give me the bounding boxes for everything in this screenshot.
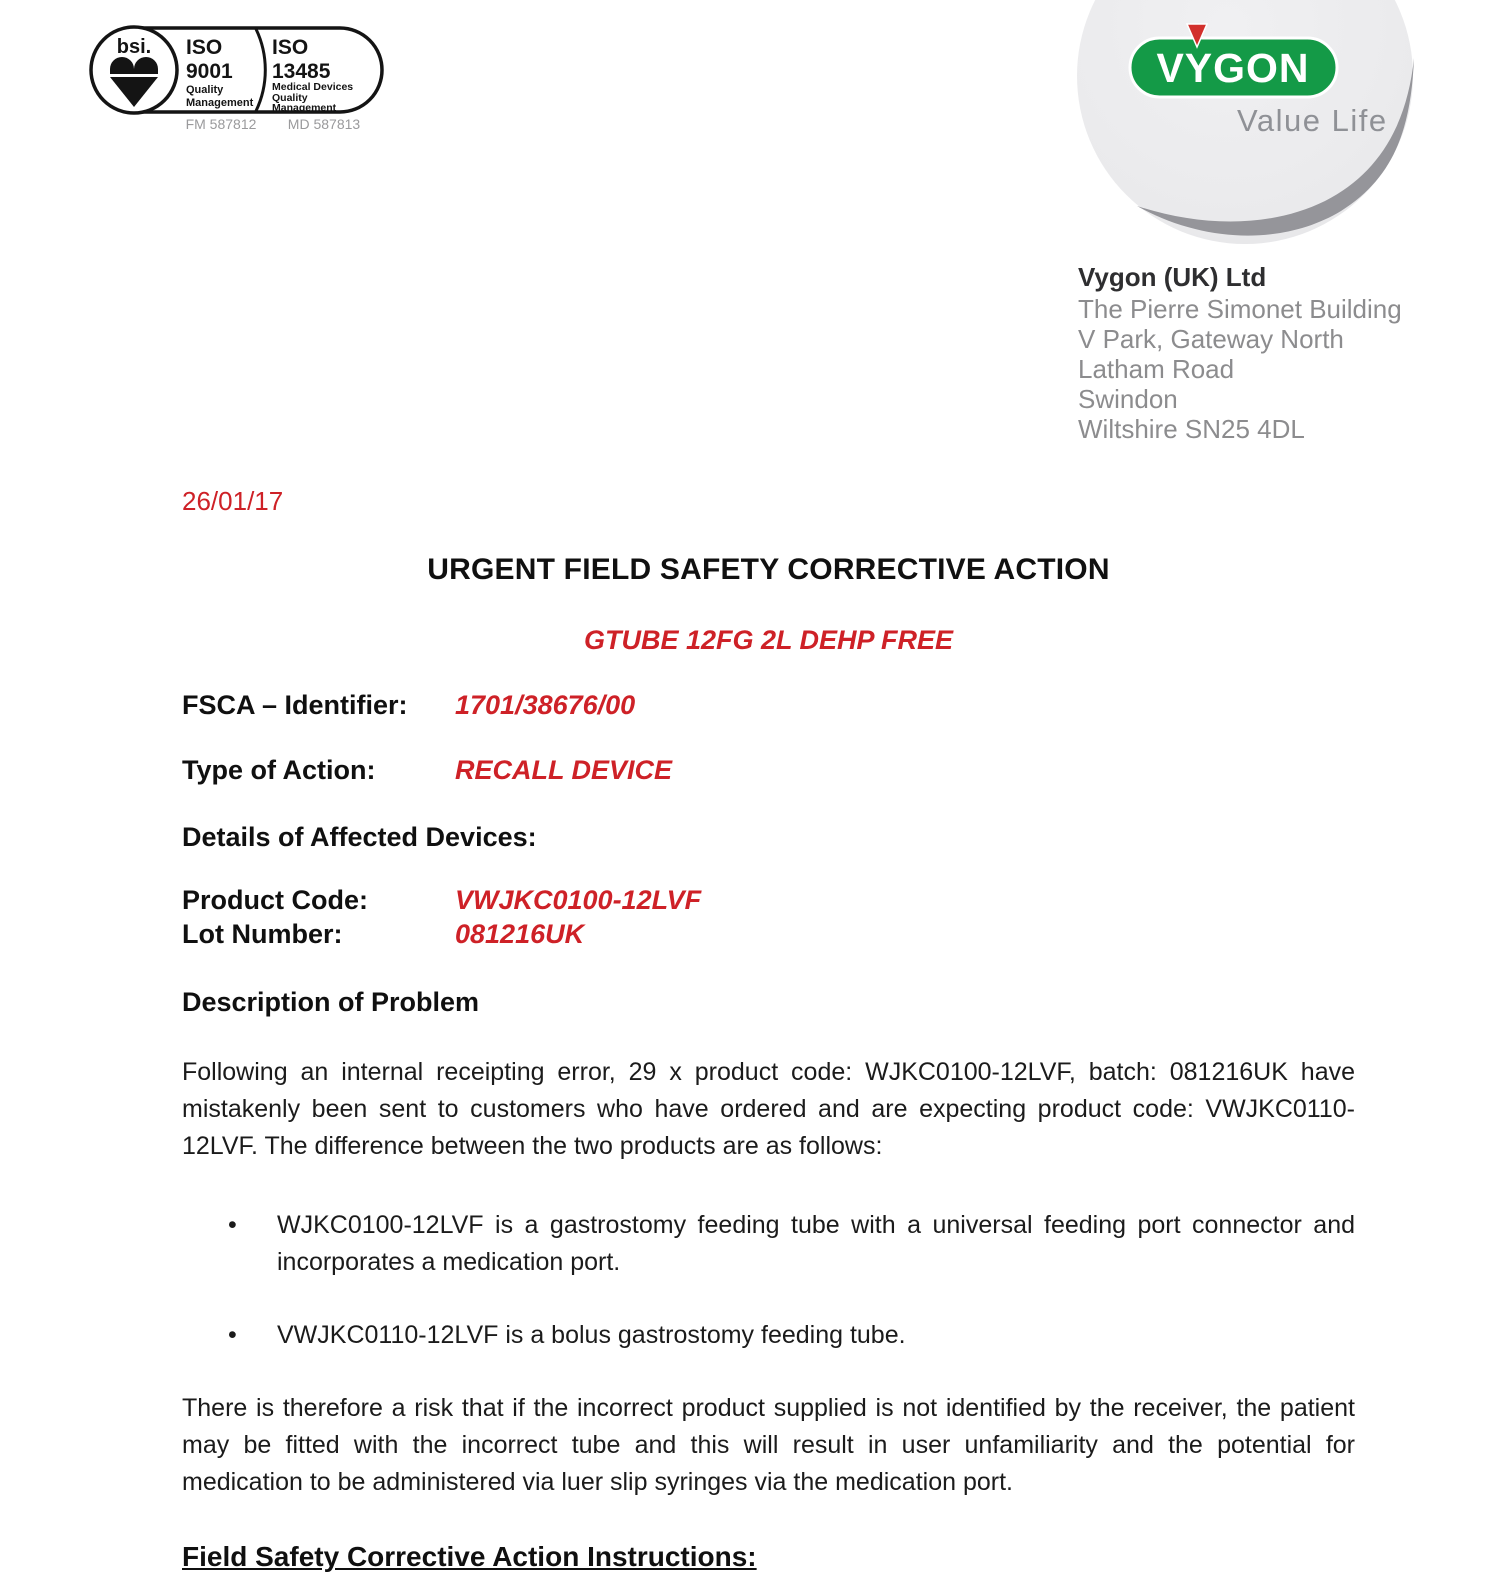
- lot-number-row: [182, 917, 1355, 951]
- product-code-value: VWJKC0100-12LVF: [455, 885, 702, 915]
- risk-paragraph: There is therefore a risk that if the incorrect product supplied is not identified by the receiver, the patient may be fitted with the incorrect tube and this will result in user unfamiliarity and the potential for medication to be administered via luer slip syringes via the medication port.: [182, 1394, 1355, 1496]
- letter-body: [182, 486, 1355, 1573]
- details-heading: Details of Affected Devices:: [182, 822, 537, 852]
- bullet-icon: [228, 1317, 277, 1354]
- list-item-text: WJKC0100-12LVF is a gastrostomy feeding tube with a universal feeding port connector and incorporates a medication port.: [277, 1211, 1355, 1276]
- company-name: Vygon (UK) Ltd: [1078, 262, 1267, 292]
- type-of-action-value: RECALL DEVICE: [455, 755, 673, 785]
- bsi-certification-badge: [88, 22, 388, 134]
- address-line: Wiltshire SN25 4DL: [1078, 414, 1305, 444]
- bsi-logo-text: bsi.: [116, 36, 152, 58]
- product-code-row: [182, 883, 1355, 917]
- type-of-action-label: Type of Action:: [182, 755, 376, 785]
- device-details: [182, 883, 1355, 951]
- iso9001-desc1: Quality: [186, 84, 224, 96]
- iso13485-desc2: Quality: [272, 92, 308, 104]
- vygon-logo: [1073, 0, 1418, 251]
- list-item: [182, 1317, 1355, 1354]
- logo-tagline: Value Life: [1237, 103, 1388, 138]
- iso9001-desc2: Management: [186, 97, 254, 109]
- address-line: The Pierre Simonet Building: [1078, 294, 1402, 324]
- vygon-logo-icon: [1073, 0, 1418, 251]
- address-line: Swindon: [1078, 384, 1178, 414]
- lot-number-value: 081216UK: [455, 919, 585, 949]
- product-subtitle: GTUBE 12FG 2L DEHP FREE: [583, 625, 954, 655]
- logo-brand-text: VYGON: [1156, 45, 1310, 91]
- iso13485-number: 13485: [272, 60, 331, 83]
- type-of-action-row: [182, 755, 1355, 786]
- md-registration-number: MD 587813: [287, 116, 361, 132]
- fsca-identifier-value: 1701/38676/00: [455, 690, 636, 720]
- letter-title: URGENT FIELD SAFETY CORRECTIVE ACTION: [427, 553, 1110, 586]
- bullet-icon: [228, 1207, 277, 1281]
- iso13485-desc1: Medical Devices: [272, 81, 354, 93]
- iso9001-number: 9001: [186, 60, 233, 83]
- iso9001-code: ISO: [186, 36, 223, 59]
- list-item-text: VWJKC0110-12LVF is a bolus gastrostomy feeding tube.: [277, 1321, 906, 1349]
- problem-paragraph: Following an internal receipting error, 29 x product code: WJKC0100-12LVF, batch: 081216UK have mistakenly been sent to customers who have ordered and are expecting product code: VWJKC0110-12LVF. The difference between the two products are as follows:: [182, 1058, 1355, 1160]
- fsca-identifier-label: FSCA – Identifier:: [182, 690, 408, 720]
- product-difference-list: [182, 1207, 1355, 1354]
- product-code-label: Product Code:: [182, 885, 368, 915]
- bsi-kitemark-icon: [88, 22, 388, 134]
- company-address-block: [1078, 262, 1402, 444]
- list-item: [182, 1207, 1355, 1281]
- letter-date: 26/01/17: [182, 486, 284, 516]
- address-line: V Park, Gateway North: [1078, 324, 1344, 354]
- fsca-identifier-row: [182, 690, 1355, 721]
- fm-registration-number: FM 587812: [185, 116, 257, 132]
- address-line: Latham Road: [1078, 354, 1235, 384]
- iso13485-code: ISO: [272, 36, 309, 59]
- problem-heading: Description of Problem: [182, 987, 480, 1017]
- iso13485-desc3: Management: [272, 102, 337, 114]
- lot-number-label: Lot Number:: [182, 919, 343, 949]
- instructions-heading: Field Safety Corrective Action Instructions:: [182, 1541, 757, 1572]
